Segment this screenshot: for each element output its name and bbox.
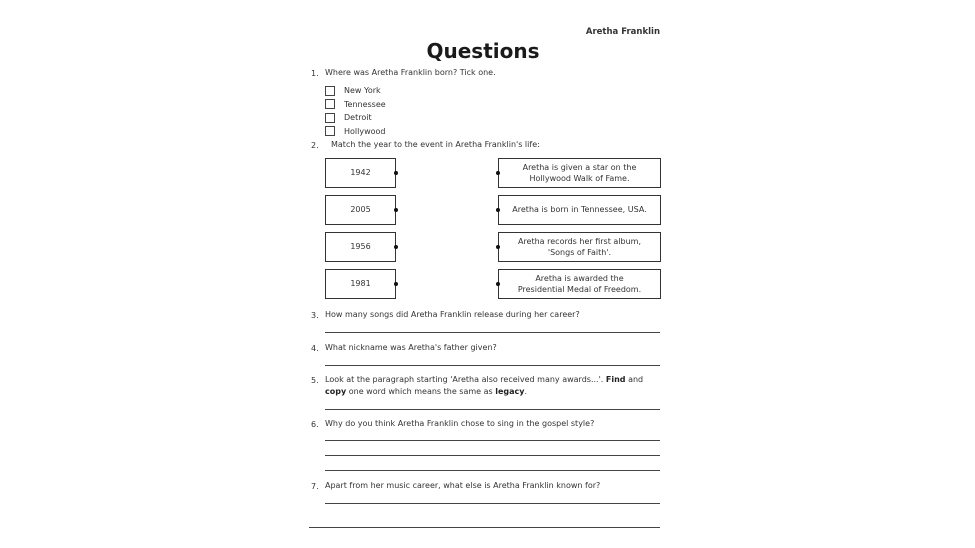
q3-number: 3. [311, 311, 319, 320]
q1-text: Where was Aretha Franklin born? Tick one. [325, 68, 496, 77]
q5-keyword-copy: copy [325, 387, 347, 396]
checkbox[interactable] [325, 113, 335, 123]
q1-option-detroit[interactable] [325, 111, 386, 125]
option-label: New York [344, 86, 381, 96]
year-connector-dot[interactable] [394, 282, 398, 286]
year-box-4[interactable]: 1981 [325, 269, 396, 299]
q7-number: 7. [311, 482, 319, 491]
checkbox[interactable] [325, 86, 335, 96]
q6-number: 6. [311, 420, 319, 429]
answer-line[interactable] [325, 332, 660, 333]
option-label: Hollywood [344, 126, 386, 136]
answer-line[interactable] [325, 409, 660, 410]
q5-text-part: Look at the paragraph starting 'Aretha also received many awards...'. [325, 375, 604, 384]
event-connector-dot[interactable] [496, 245, 500, 249]
q5-text [325, 374, 665, 398]
option-label: Detroit [344, 113, 372, 123]
event-connector-dot[interactable] [496, 171, 500, 175]
q1-options [325, 84, 386, 138]
q5-text-part: one [348, 387, 364, 396]
page-title: Questions [426, 39, 540, 63]
event-connector-dot[interactable] [496, 282, 500, 286]
header-author-name: Aretha Franklin [585, 27, 660, 37]
year-connector-dot[interactable] [394, 245, 398, 249]
event-box-2[interactable]: Aretha is born in Tennessee, USA. [498, 195, 661, 225]
event-box-4[interactable]: Aretha is awarded the Presidential Medal of Freedom. [498, 269, 661, 299]
q5-keyword-find: Find [605, 375, 626, 384]
q1-number: 1. [311, 69, 319, 78]
option-label: Tennessee [344, 99, 386, 109]
answer-line[interactable] [309, 527, 660, 528]
q5-text-part: and [628, 375, 644, 384]
answer-line[interactable] [325, 365, 660, 366]
q2-number: 2. [311, 141, 319, 150]
answer-line[interactable] [325, 440, 660, 441]
q5-text-part: . [524, 387, 528, 396]
answer-line[interactable] [325, 503, 660, 504]
year-box-2[interactable]: 2005 [325, 195, 396, 225]
answer-line[interactable] [325, 470, 660, 471]
q5-text-part: word which means the same as [366, 387, 493, 396]
q6-text: Why do you think Aretha Franklin chose to sing in the gospel style? [325, 419, 595, 428]
year-box-3[interactable]: 1956 [325, 232, 396, 262]
event-box-1[interactable]: Aretha is given a star on the Hollywood Walk of Fame. [498, 158, 661, 188]
checkbox[interactable] [325, 99, 335, 109]
year-box-1[interactable]: 1942 [325, 158, 396, 188]
event-connector-dot[interactable] [496, 208, 500, 212]
q4-text: What nickname was Aretha's father given? [325, 343, 497, 352]
year-connector-dot[interactable] [394, 171, 398, 175]
event-box-3[interactable]: Aretha records her first album, 'Songs of Faith'. [498, 232, 661, 262]
checkbox[interactable] [325, 126, 335, 136]
q5-number: 5. [311, 376, 319, 385]
q1-option-new-york[interactable] [325, 84, 386, 98]
answer-line[interactable] [325, 455, 660, 456]
q5-keyword-legacy: legacy [495, 387, 525, 396]
q1-option-tennessee[interactable] [325, 98, 386, 112]
q2-text: Match the year to the event in Aretha Franklin's life: [331, 140, 540, 149]
q3-text: How many songs did Aretha Franklin release during her career? [325, 310, 580, 319]
q4-number: 4. [311, 344, 319, 353]
q7-text: Apart from her music career, what else is Aretha Franklin known for? [325, 481, 601, 490]
year-connector-dot[interactable] [394, 208, 398, 212]
q1-option-hollywood[interactable] [325, 125, 386, 139]
